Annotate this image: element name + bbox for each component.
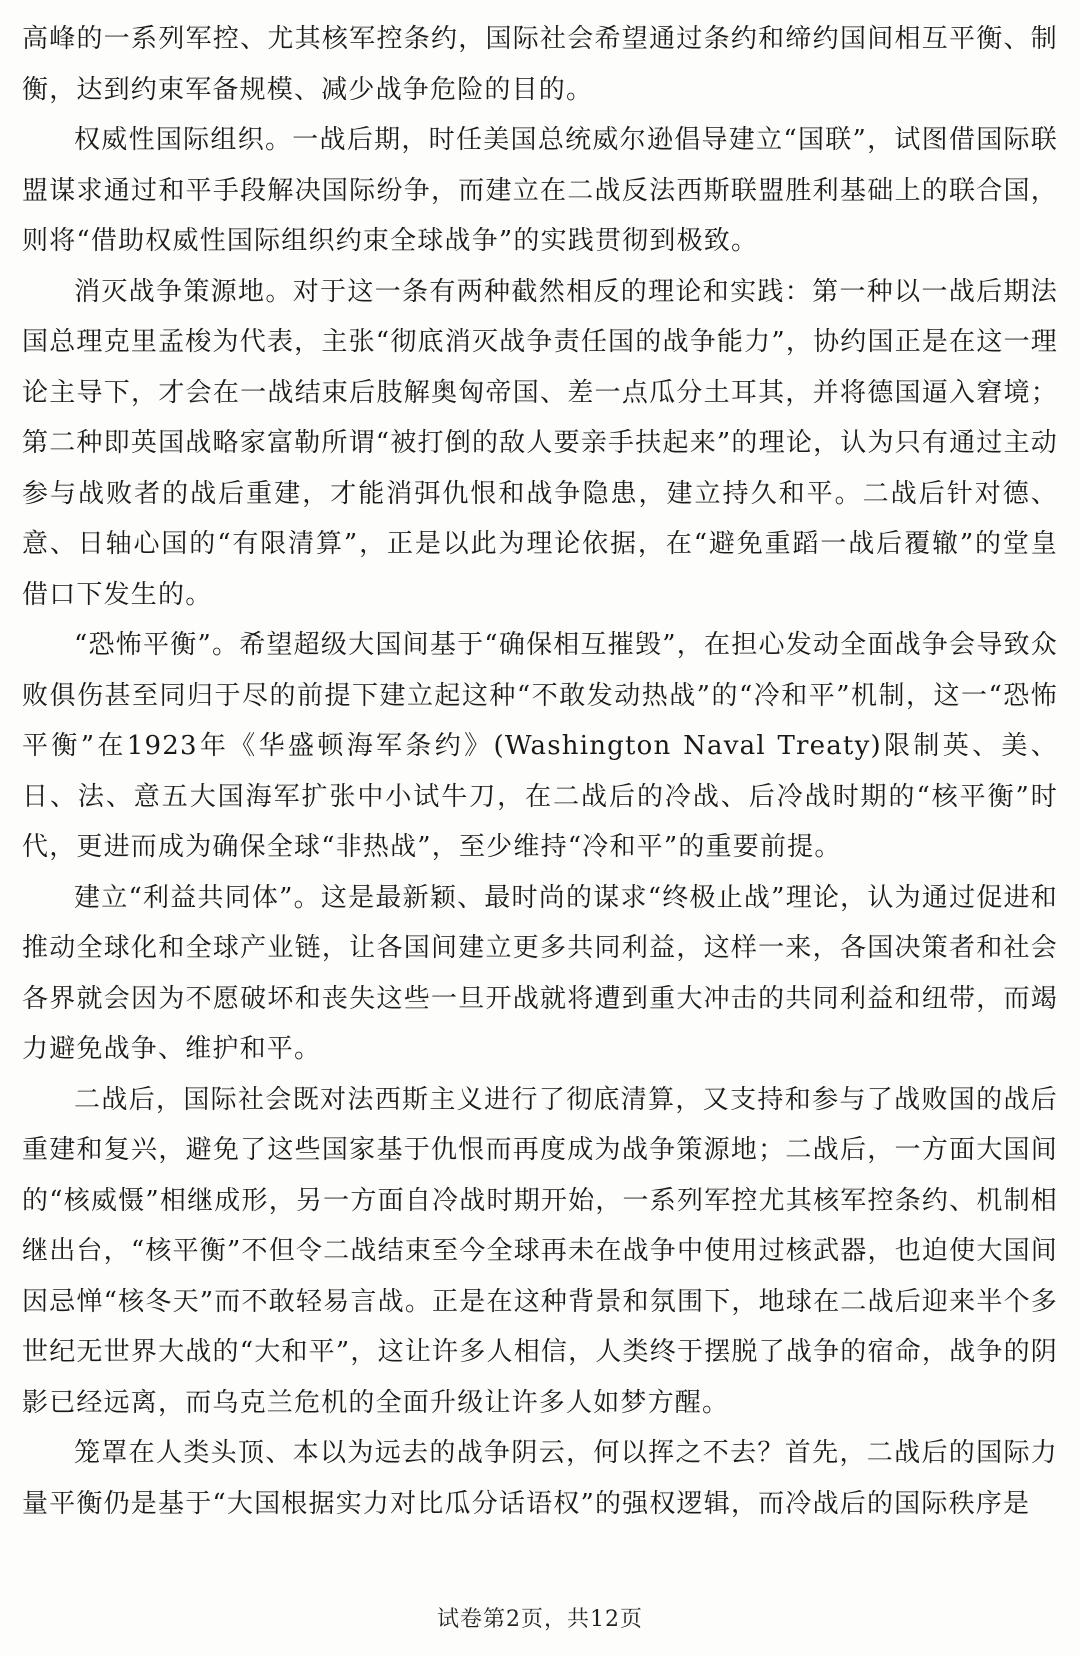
paragraph-6: 二战后，国际社会既对法西斯主义进行了彻底清算，又支持和参与了战败国的战后重建和复兴，避免了这些国家基于仇恨而再度成为战争策源地；二战后，一方面大国间的“核威慑”相继成形，另一方面自冷战时期开始，一系列军控尤其核军控条约、机制相继出台，“核平衡”不但令二战结束至今全球再未在战争中使用过核武器，也迫使大国间因忌惮“核冬天”而不敢轻易言战。正是在这种背景和氛围下，地球在二战后迎来半个多世纪无世界大战的“大和平”，这让许多人相信，人类终于摆脱了战争的宿命，战争的阴影已经远离，而乌克兰危机的全面升级让许多人如梦方醒。 — [22, 1084, 1058, 1418]
article-body — [22, 14, 1058, 1529]
paragraph-5: 建立“利益共同体”。这是最新颖、最时尚的谋求“终极止战”理论，认为通过促进和推动全球化和全球产业链，让各国间建立更多共同利益，这样一来，各国决策者和社会各界就会因为不愿破坏和丧失这些一旦开战就将遭到重大冲击的共同利益和纽带，而竭力避免战争、维护和平。 — [22, 882, 1058, 1064]
page-footer: 试卷第2页，共12页 — [437, 1607, 643, 1632]
paragraph-7: 笼罩在人类头顶、本以为远去的战争阴云，何以挥之不去？首先，二战后的国际力量平衡仍是基于“大国根据实力对比瓜分话语权”的强权逻辑，而冷战后的国际秩序是 — [22, 1438, 1058, 1519]
paragraph-1: 高峰的一系列军控、尤其核军控条约，国际社会希望通过条约和缔约国间相互平衡、制衡，达到约束军备规模、减少战争危险的目的。 — [22, 24, 1058, 105]
paragraph-4: “恐怖平衡”。希望超级大国间基于“确保相互摧毁”，在担心发动全面战争会导致众败俱伤甚至同归于尽的前提下建立起这种“不敢发动热战”的“冷和平”机制，这一“恐怖平衡”在1923年《华盛顿海军条约》(Washington Naval Treaty)限制英、美、日、法、意五大国海军扩张中小试牛刀，在二战后的冷战、后冷战时期的“核平衡”时代，更进而成为确保全球“非热战”，至少维持“冷和平”的重要前提。 — [22, 630, 1058, 862]
paragraph-2: 权威性国际组织。一战后期，时任美国总统威尔逊倡导建立“国联”，试图借国际联盟谋求通过和平手段解决国际纷争，而建立在二战反法西斯联盟胜利基础上的联合国，则将“借助权威性国际组织约束全球战争”的实践贯彻到极致。 — [22, 125, 1058, 256]
paragraph-3: 消灭战争策源地。对于这一条有两种截然相反的理论和实践：第一种以一战后期法国总理克里孟梭为代表，主张“彻底消灭战争责任国的战争能力”，协约国正是在这一理论主导下，才会在一战结束后肢解奥匈帝国、差一点瓜分土耳其，并将德国逼入窘境；第二种即英国战略家富勒所谓“被打倒的敌人要亲手扶起来”的理论，认为只有通过主动参与战败者的战后重建，才能消弭仇恨和战争隐患，建立持久和平。二战后针对德、意、日轴心国的“有限清算”，正是以此为理论依据，在“避免重蹈一战后覆辙”的堂皇借口下发生的。 — [22, 276, 1058, 610]
